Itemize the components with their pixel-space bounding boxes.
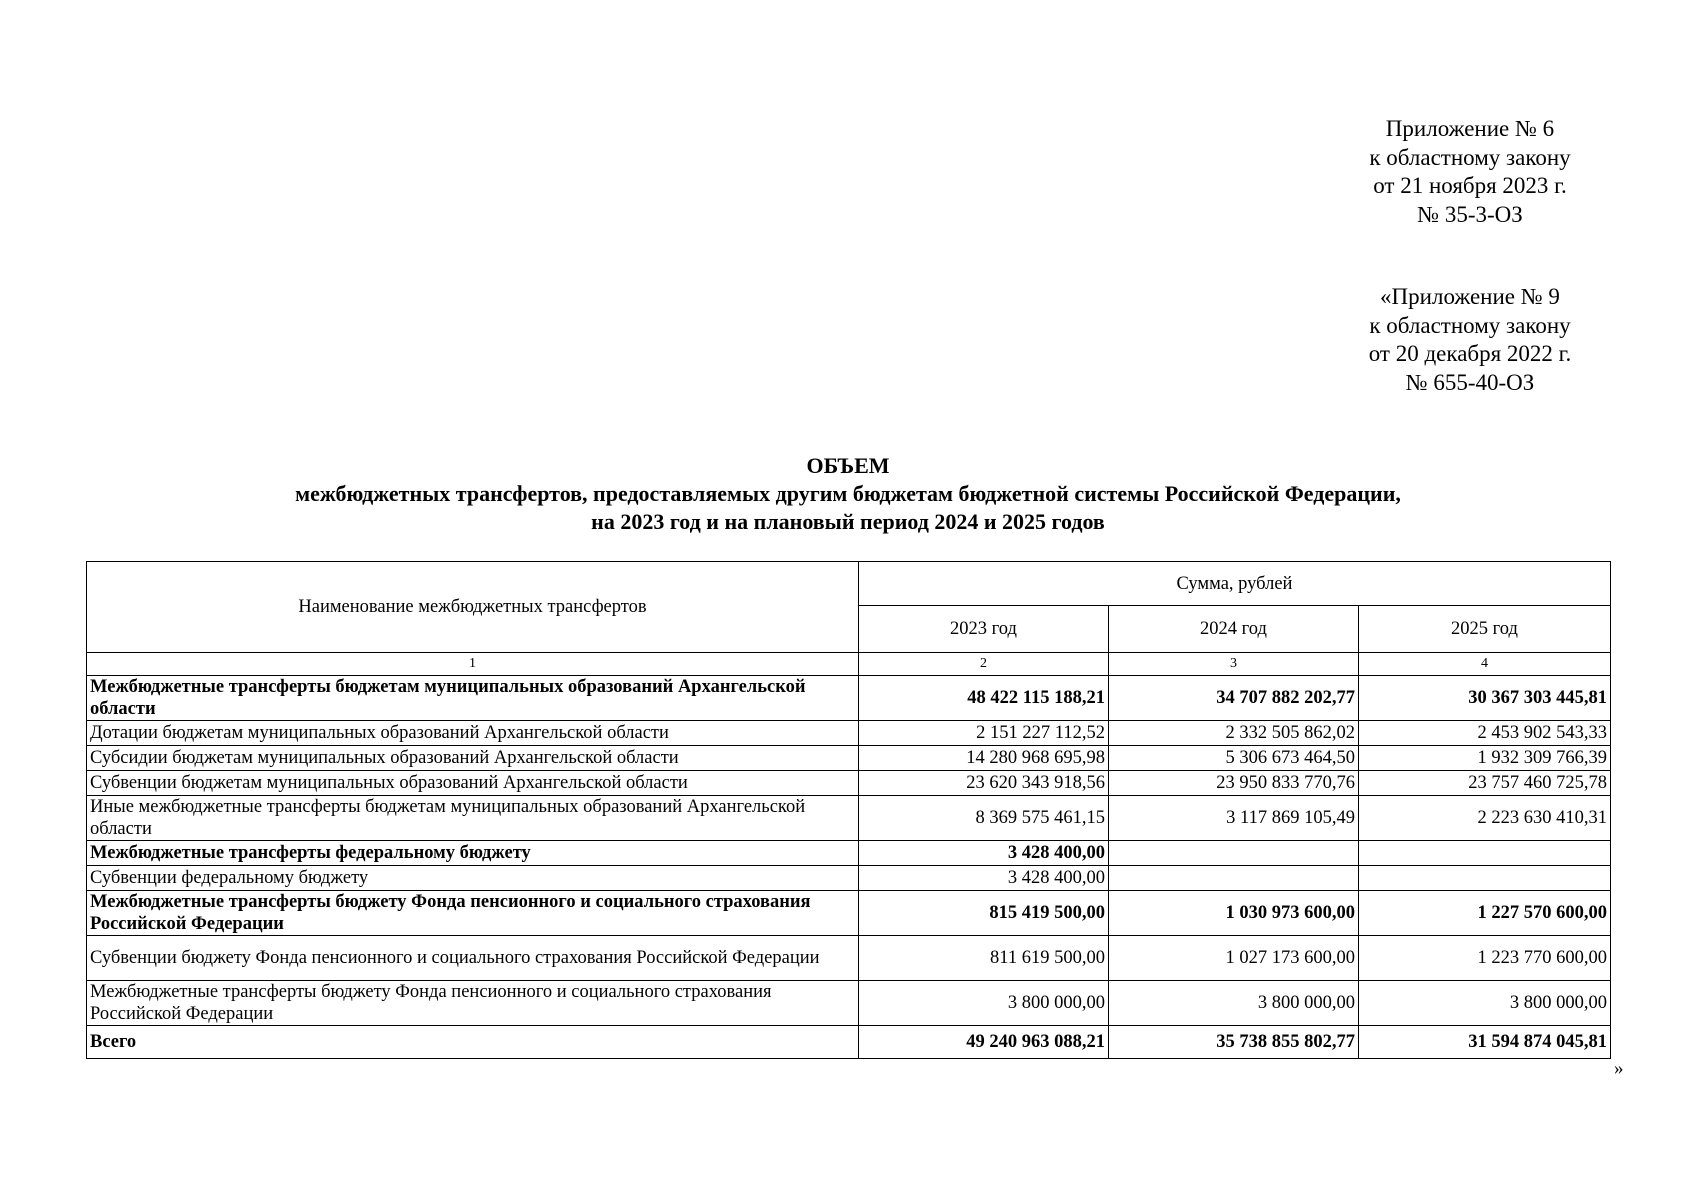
closing-quote: » (1614, 1058, 1624, 1079)
row-value-2023: 3 428 400,00 (859, 841, 1109, 866)
appendix-current-line3: от 21 ноября 2023 г. (1373, 173, 1567, 198)
appendix-amended-line2: к областному закону (1369, 312, 1571, 338)
title-line1: ОБЪЕМ (806, 453, 890, 478)
appendix-amended-reference (1310, 283, 1630, 397)
row-name: Субвенции бюджетам муниципальных образований Архангельской области (87, 771, 859, 796)
row-value-2025: 3 800 000,00 (1359, 981, 1611, 1026)
row-value-2025 (1359, 841, 1611, 866)
row-value-2024: 3 117 869 105,49 (1109, 796, 1359, 841)
appendix-current-line2: к областному закону (1369, 144, 1571, 170)
header-col-number-1: 1 (87, 653, 859, 676)
row-value-2024: 2 332 505 862,02 (1109, 721, 1359, 746)
header-sum: Сумма, рублей (859, 562, 1611, 606)
row-value-2025: 1 223 770 600,00 (1359, 936, 1611, 981)
row-value-2025: 2 223 630 410,31 (1359, 796, 1611, 841)
table-row-total (87, 1026, 1611, 1059)
row-name: Субвенции федеральному бюджету (87, 866, 859, 891)
row-value-2024 (1109, 841, 1359, 866)
row-name: Субсидии бюджетам муниципальных образований Архангельской области (87, 746, 859, 771)
row-name: Субвенции бюджету Фонда пенсионного и социального страхования Российской Федерации (87, 936, 859, 981)
appendix-amended-line1: «Приложение № 9 (1380, 284, 1560, 309)
table-row (87, 981, 1611, 1026)
row-value-2025 (1359, 866, 1611, 891)
row-value-2024: 34 707 882 202,77 (1109, 676, 1359, 721)
row-value-2023: 2 151 227 112,52 (859, 721, 1109, 746)
table-row (87, 796, 1611, 841)
row-value-2024: 35 738 855 802,77 (1109, 1026, 1359, 1059)
row-value-2023: 3 428 400,00 (859, 866, 1109, 891)
row-value-2025: 30 367 303 445,81 (1359, 676, 1611, 721)
row-value-2023: 49 240 963 088,21 (859, 1026, 1109, 1059)
header-col-number-2: 2 (859, 653, 1109, 676)
row-name: Всего (87, 1026, 859, 1059)
row-value-2025: 31 594 874 045,81 (1359, 1026, 1611, 1059)
header-year-2023: 2023 год (859, 606, 1109, 653)
row-name: Межбюджетные трансферты бюджетам муниципальных образований Архангельской области (87, 676, 859, 721)
row-value-2024: 23 950 833 770,76 (1109, 771, 1359, 796)
title-line2: межбюджетных трансфертов, предоставляемых другим бюджетам бюджетной системы Российской Федерации, (295, 481, 1401, 506)
table-row (87, 721, 1611, 746)
row-value-2023: 815 419 500,00 (859, 891, 1109, 936)
header-year-2025: 2025 год (1359, 606, 1611, 653)
row-value-2023: 811 619 500,00 (859, 936, 1109, 981)
appendix-current-line4: № 35-3-ОЗ (1417, 201, 1523, 227)
row-value-2024: 5 306 673 464,50 (1109, 746, 1359, 771)
row-name: Межбюджетные трансферты бюджету Фонда пенсионного и социального страхования Российской Федерации (87, 891, 859, 936)
row-name: Дотации бюджетам муниципальных образований Архангельской области (87, 721, 859, 746)
row-value-2023: 3 800 000,00 (859, 981, 1109, 1026)
row-value-2023: 14 280 968 695,98 (859, 746, 1109, 771)
table-row (87, 771, 1611, 796)
header-name: Наименование межбюджетных трансфертов (87, 562, 859, 653)
row-name: Межбюджетные трансферты бюджету Фонда пенсионного и социального страхования Российской Федерации (87, 981, 859, 1026)
row-value-2024 (1109, 866, 1359, 891)
row-value-2024: 3 800 000,00 (1109, 981, 1359, 1026)
title-line3: на 2023 год и на плановый период 2024 и 2025 годов (591, 509, 1105, 534)
header-col-number-3: 3 (1109, 653, 1359, 676)
table-row (87, 936, 1611, 981)
row-value-2025: 1 227 570 600,00 (1359, 891, 1611, 936)
appendix-current-line1: Приложение № 6 (1385, 116, 1555, 141)
row-value-2024: 1 030 973 600,00 (1109, 891, 1359, 936)
row-value-2023: 23 620 343 918,56 (859, 771, 1109, 796)
row-value-2024: 1 027 173 600,00 (1109, 936, 1359, 981)
document-title (86, 452, 1610, 536)
appendix-current-reference (1310, 115, 1630, 229)
row-name: Межбюджетные трансферты федеральному бюджету (87, 841, 859, 866)
table-row (87, 746, 1611, 771)
appendix-amended-line4: № 655-40-ОЗ (1405, 369, 1535, 395)
header-col-number-4: 4 (1359, 653, 1611, 676)
row-value-2025: 23 757 460 725,78 (1359, 771, 1611, 796)
row-value-2025: 1 932 309 766,39 (1359, 746, 1611, 771)
row-value-2025: 2 453 902 543,33 (1359, 721, 1611, 746)
transfers-table (86, 561, 1611, 1059)
row-value-2023: 48 422 115 188,21 (859, 676, 1109, 721)
header-year-2024: 2024 год (1109, 606, 1359, 653)
table-row (87, 841, 1611, 866)
appendix-amended-line3: от 20 декабря 2022 г. (1368, 341, 1572, 366)
row-value-2023: 8 369 575 461,15 (859, 796, 1109, 841)
table-row (87, 891, 1611, 936)
table-row (87, 676, 1611, 721)
table-row (87, 866, 1611, 891)
row-name: Иные межбюджетные трансферты бюджетам муниципальных образований Архангельской области (87, 796, 859, 841)
